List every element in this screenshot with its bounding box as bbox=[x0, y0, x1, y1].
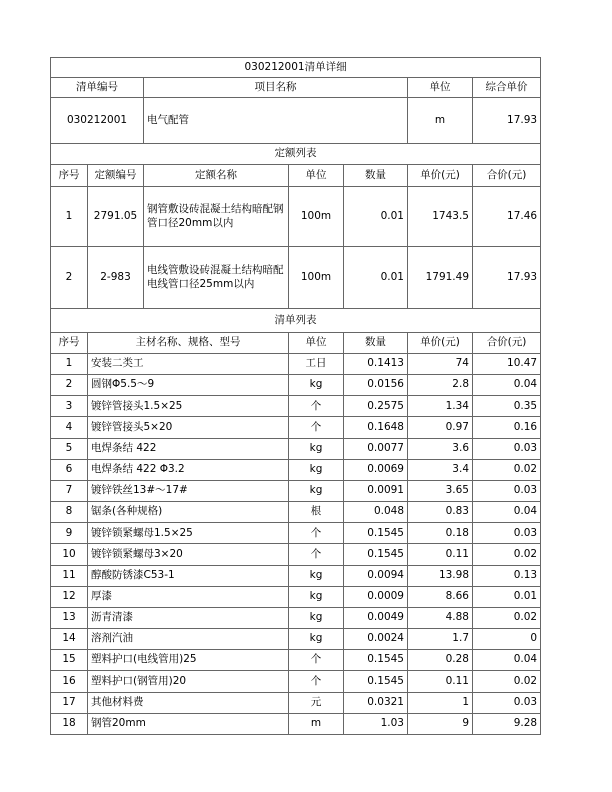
table-cell: 0.1545 bbox=[344, 671, 408, 692]
table-cell: 圆钢Φ5.5～9 bbox=[88, 375, 289, 396]
table-cell: 1 bbox=[51, 354, 88, 375]
table-cell: 电线管敷设砖混凝土结构暗配电线管口径25mm以内 bbox=[144, 247, 289, 309]
table-cell: 个 bbox=[289, 396, 344, 417]
table-row bbox=[51, 459, 541, 480]
table-cell: 0.83 bbox=[408, 502, 473, 523]
table-cell: 塑料护口(电线管用)25 bbox=[88, 650, 289, 671]
table-cell: 0 bbox=[473, 629, 541, 650]
quota-header-unit: 单位 bbox=[289, 165, 344, 187]
page-title: 030212001清单详细 bbox=[51, 58, 541, 78]
table-cell: 0.0024 bbox=[344, 629, 408, 650]
summary-section bbox=[51, 58, 541, 144]
table-row bbox=[51, 544, 541, 565]
quota-header-name: 定额名称 bbox=[144, 165, 289, 187]
table-cell: 6 bbox=[51, 459, 88, 480]
table-cell: 0.0091 bbox=[344, 480, 408, 501]
table-cell: 1743.5 bbox=[408, 187, 473, 247]
quota-header-total: 合价(元) bbox=[473, 165, 541, 187]
table-cell: 0.1545 bbox=[344, 650, 408, 671]
table-cell: 0.0069 bbox=[344, 459, 408, 480]
quota-rows bbox=[51, 187, 541, 309]
table-cell: 0.1413 bbox=[344, 354, 408, 375]
table-cell: 17.46 bbox=[473, 187, 541, 247]
summary-name-cell: 电气配管 bbox=[144, 98, 408, 144]
table-cell: kg bbox=[289, 586, 344, 607]
table-cell: kg bbox=[289, 565, 344, 586]
table-cell: 0.01 bbox=[344, 247, 408, 309]
table-cell: 钢管20mm bbox=[88, 713, 289, 734]
table-cell: 0.02 bbox=[473, 607, 541, 628]
table-row bbox=[51, 187, 541, 247]
table-cell: 镀锌锁紧螺母3×20 bbox=[88, 544, 289, 565]
summary-code-cell: 030212001 bbox=[51, 98, 144, 144]
table-cell: 8 bbox=[51, 502, 88, 523]
table-cell: 0.04 bbox=[473, 502, 541, 523]
table-cell: 3 bbox=[51, 396, 88, 417]
table-cell: 个 bbox=[289, 544, 344, 565]
table-cell: 0.11 bbox=[408, 671, 473, 692]
table-cell: 4 bbox=[51, 417, 88, 438]
table-cell: 0.02 bbox=[473, 459, 541, 480]
table-cell: 0.13 bbox=[473, 565, 541, 586]
table-row bbox=[51, 309, 541, 333]
table-cell: 2.8 bbox=[408, 375, 473, 396]
table-cell: 钢管敷设砖混凝土结构暗配钢管口径20mm以内 bbox=[144, 187, 289, 247]
table-cell: 100m bbox=[289, 187, 344, 247]
table-cell: 工日 bbox=[289, 354, 344, 375]
table-cell: 个 bbox=[289, 671, 344, 692]
table-cell: 0.35 bbox=[473, 396, 541, 417]
table-cell: 镀锌管接头1.5×25 bbox=[88, 396, 289, 417]
table-row bbox=[51, 713, 541, 734]
table-cell: kg bbox=[289, 629, 344, 650]
table-cell: 0.0049 bbox=[344, 607, 408, 628]
table-cell: 镀锌锁紧螺母1.5×25 bbox=[88, 523, 289, 544]
table-cell: 0.03 bbox=[473, 523, 541, 544]
table-cell: 0.97 bbox=[408, 417, 473, 438]
table-cell: 0.11 bbox=[408, 544, 473, 565]
table-cell: 17.93 bbox=[473, 247, 541, 309]
material-header-name: 主材名称、规格、型号 bbox=[88, 333, 289, 354]
summary-header-code: 清单编号 bbox=[51, 78, 144, 98]
material-rows bbox=[51, 354, 541, 735]
table-row bbox=[51, 417, 541, 438]
material-header-price: 单价(元) bbox=[408, 333, 473, 354]
summary-header-name: 项目名称 bbox=[144, 78, 408, 98]
table-row bbox=[51, 144, 541, 165]
table-cell: 8.66 bbox=[408, 586, 473, 607]
table-cell: 4.88 bbox=[408, 607, 473, 628]
table-cell: 镀锌铁丝13#～17# bbox=[88, 480, 289, 501]
table-cell: 镀锌管接头5×20 bbox=[88, 417, 289, 438]
table-cell: 9 bbox=[51, 523, 88, 544]
table-cell: 2791.05 bbox=[88, 187, 144, 247]
summary-header-unit: 单位 bbox=[408, 78, 473, 98]
table-cell: 13 bbox=[51, 607, 88, 628]
table-cell: 16 bbox=[51, 671, 88, 692]
table-cell: 0.0156 bbox=[344, 375, 408, 396]
detail-table bbox=[50, 57, 541, 735]
table-cell: 1791.49 bbox=[408, 247, 473, 309]
table-cell: 0.0077 bbox=[344, 438, 408, 459]
table-cell: kg bbox=[289, 459, 344, 480]
table-cell: 3.4 bbox=[408, 459, 473, 480]
table-cell: 11 bbox=[51, 565, 88, 586]
table-cell: 厚漆 bbox=[88, 586, 289, 607]
table-cell: 0.16 bbox=[473, 417, 541, 438]
table-cell: 10.47 bbox=[473, 354, 541, 375]
table-cell: 0.0009 bbox=[344, 586, 408, 607]
table-cell: 醇酸防锈漆C53-1 bbox=[88, 565, 289, 586]
table-cell: 个 bbox=[289, 523, 344, 544]
table-cell: 0.01 bbox=[473, 586, 541, 607]
table-cell: 0.03 bbox=[473, 692, 541, 713]
material-header-index: 序号 bbox=[51, 333, 88, 354]
table-cell: 个 bbox=[289, 417, 344, 438]
table-cell: 0.28 bbox=[408, 650, 473, 671]
table-cell: 电焊条结 422 Φ3.2 bbox=[88, 459, 289, 480]
table-cell: 0.03 bbox=[473, 480, 541, 501]
table-row bbox=[51, 629, 541, 650]
table-cell: 沥青清漆 bbox=[88, 607, 289, 628]
table-cell: 0.01 bbox=[344, 187, 408, 247]
table-row bbox=[51, 586, 541, 607]
table-cell: 9 bbox=[408, 713, 473, 734]
material-header-unit: 单位 bbox=[289, 333, 344, 354]
table-cell: 0.1648 bbox=[344, 417, 408, 438]
table-cell: 0.18 bbox=[408, 523, 473, 544]
table-cell: kg bbox=[289, 375, 344, 396]
quota-header-index: 序号 bbox=[51, 165, 88, 187]
table-cell: 2-983 bbox=[88, 247, 144, 309]
table-cell: 溶剂汽油 bbox=[88, 629, 289, 650]
table-cell: 0.02 bbox=[473, 671, 541, 692]
table-cell: 2 bbox=[51, 247, 88, 309]
table-row bbox=[51, 78, 541, 98]
table-cell: 0.1545 bbox=[344, 523, 408, 544]
table-row bbox=[51, 396, 541, 417]
table-cell: 12 bbox=[51, 586, 88, 607]
table-row bbox=[51, 354, 541, 375]
table-cell: 元 bbox=[289, 692, 344, 713]
table-cell: 电焊条结 422 bbox=[88, 438, 289, 459]
table-row bbox=[51, 98, 541, 144]
table-row bbox=[51, 247, 541, 309]
table-cell: 17 bbox=[51, 692, 88, 713]
table-row bbox=[51, 375, 541, 396]
table-row bbox=[51, 333, 541, 354]
table-cell: 2 bbox=[51, 375, 88, 396]
summary-unit-cell: m bbox=[408, 98, 473, 144]
table-cell: 其他材料费 bbox=[88, 692, 289, 713]
summary-header-price: 综合单价 bbox=[473, 78, 541, 98]
quota-header-price: 单价(元) bbox=[408, 165, 473, 187]
table-cell: 7 bbox=[51, 480, 88, 501]
table-cell: 0.03 bbox=[473, 438, 541, 459]
table-cell: 0.1545 bbox=[344, 544, 408, 565]
quota-header-code: 定额编号 bbox=[88, 165, 144, 187]
table-cell: 安装二类工 bbox=[88, 354, 289, 375]
table-cell: 1.03 bbox=[344, 713, 408, 734]
quota-section-title: 定额列表 bbox=[51, 144, 541, 165]
table-cell: 18 bbox=[51, 713, 88, 734]
table-cell: kg bbox=[289, 480, 344, 501]
table-cell: 个 bbox=[289, 650, 344, 671]
table-row bbox=[51, 438, 541, 459]
material-section-head bbox=[51, 309, 541, 354]
table-cell: 14 bbox=[51, 629, 88, 650]
table-row bbox=[51, 502, 541, 523]
table-cell: 10 bbox=[51, 544, 88, 565]
table-row bbox=[51, 692, 541, 713]
summary-price-cell: 17.93 bbox=[473, 98, 541, 144]
table-cell: 100m bbox=[289, 247, 344, 309]
table-row bbox=[51, 165, 541, 187]
table-cell: 0.048 bbox=[344, 502, 408, 523]
table-cell: 0.0094 bbox=[344, 565, 408, 586]
table-cell: 0.04 bbox=[473, 375, 541, 396]
table-cell: 0.2575 bbox=[344, 396, 408, 417]
table-cell: 1.34 bbox=[408, 396, 473, 417]
table-row bbox=[51, 607, 541, 628]
table-cell: 0.04 bbox=[473, 650, 541, 671]
table-cell: 1.7 bbox=[408, 629, 473, 650]
table-row bbox=[51, 671, 541, 692]
table-row bbox=[51, 58, 541, 78]
table-cell: 0.0321 bbox=[344, 692, 408, 713]
quota-section-head bbox=[51, 144, 541, 187]
table-cell: 15 bbox=[51, 650, 88, 671]
quota-header-qty: 数量 bbox=[344, 165, 408, 187]
table-cell: kg bbox=[289, 438, 344, 459]
table-cell: 13.98 bbox=[408, 565, 473, 586]
table-cell: 塑料护口(钢管用)20 bbox=[88, 671, 289, 692]
table-cell: 锯条(各种规格) bbox=[88, 502, 289, 523]
table-row bbox=[51, 480, 541, 501]
table-row bbox=[51, 565, 541, 586]
table-cell: 5 bbox=[51, 438, 88, 459]
table-row bbox=[51, 523, 541, 544]
table-cell: 0.02 bbox=[473, 544, 541, 565]
material-header-qty: 数量 bbox=[344, 333, 408, 354]
material-section-title: 清单列表 bbox=[51, 309, 541, 333]
table-row bbox=[51, 650, 541, 671]
table-cell: 9.28 bbox=[473, 713, 541, 734]
table-cell: m bbox=[289, 713, 344, 734]
table-cell: 3.6 bbox=[408, 438, 473, 459]
table-cell: 1 bbox=[408, 692, 473, 713]
table-cell: kg bbox=[289, 607, 344, 628]
table-cell: 根 bbox=[289, 502, 344, 523]
table-cell: 74 bbox=[408, 354, 473, 375]
table-cell: 3.65 bbox=[408, 480, 473, 501]
material-header-total: 合价(元) bbox=[473, 333, 541, 354]
table-cell: 1 bbox=[51, 187, 88, 247]
